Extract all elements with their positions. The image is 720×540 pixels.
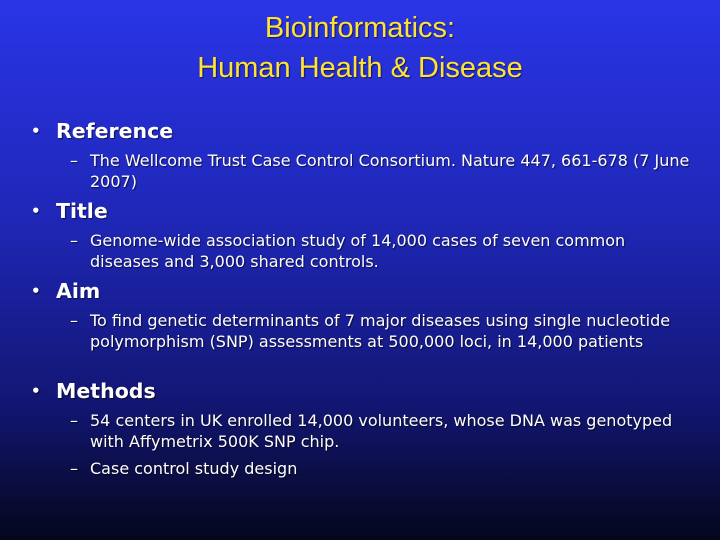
bullet-dot-icon: • [31,282,41,300]
sub-item-aim [70,310,690,352]
sub-item-text: To find genetic determinants of 7 major diseases using single nucleotide polymorphism (SNP) assessments at 500,000 loci, in 14,000 patients [90,311,671,351]
bullet-methods [31,378,156,404]
bullet-dot-icon: • [31,122,41,140]
sub-item-text: 54 centers in UK enrolled 14,000 volunteers, whose DNA was genotyped with Affymetrix 500K SNP chip. [90,411,673,451]
bullet-aim [31,278,100,304]
slide-title [0,8,720,88]
bullet-heading-methods: Methods [56,379,156,403]
dash-icon: – [70,231,78,250]
bullet-dot-icon: • [31,382,41,400]
sub-item-methods-1 [70,410,690,452]
bullet-heading-title: Title [56,199,108,223]
bullet-heading-aim: Aim [56,279,101,303]
bullet-reference [31,118,173,144]
sub-item-title [70,230,690,272]
sub-item-text: The Wellcome Trust Case Control Consortium. Nature 447, 661-678 (7 June 2007) [90,151,690,191]
dash-icon: – [70,311,78,330]
sub-item-methods-2 [70,458,690,479]
dash-icon: – [70,151,78,170]
bullet-heading-reference: Reference [56,119,174,143]
bullet-title [31,198,108,224]
sub-item-text: Case control study design [90,459,298,478]
bullet-dot-icon: • [31,202,41,220]
slide-title-line-2: Human Health & Disease [197,52,523,84]
sub-item-reference [70,150,690,192]
slide-title-line-1: Bioinformatics: [264,12,456,44]
dash-icon: – [70,459,78,478]
dash-icon: – [70,411,78,430]
sub-item-text: Genome-wide association study of 14,000 cases of seven common diseases and 3,000 shared controls. [90,231,626,271]
